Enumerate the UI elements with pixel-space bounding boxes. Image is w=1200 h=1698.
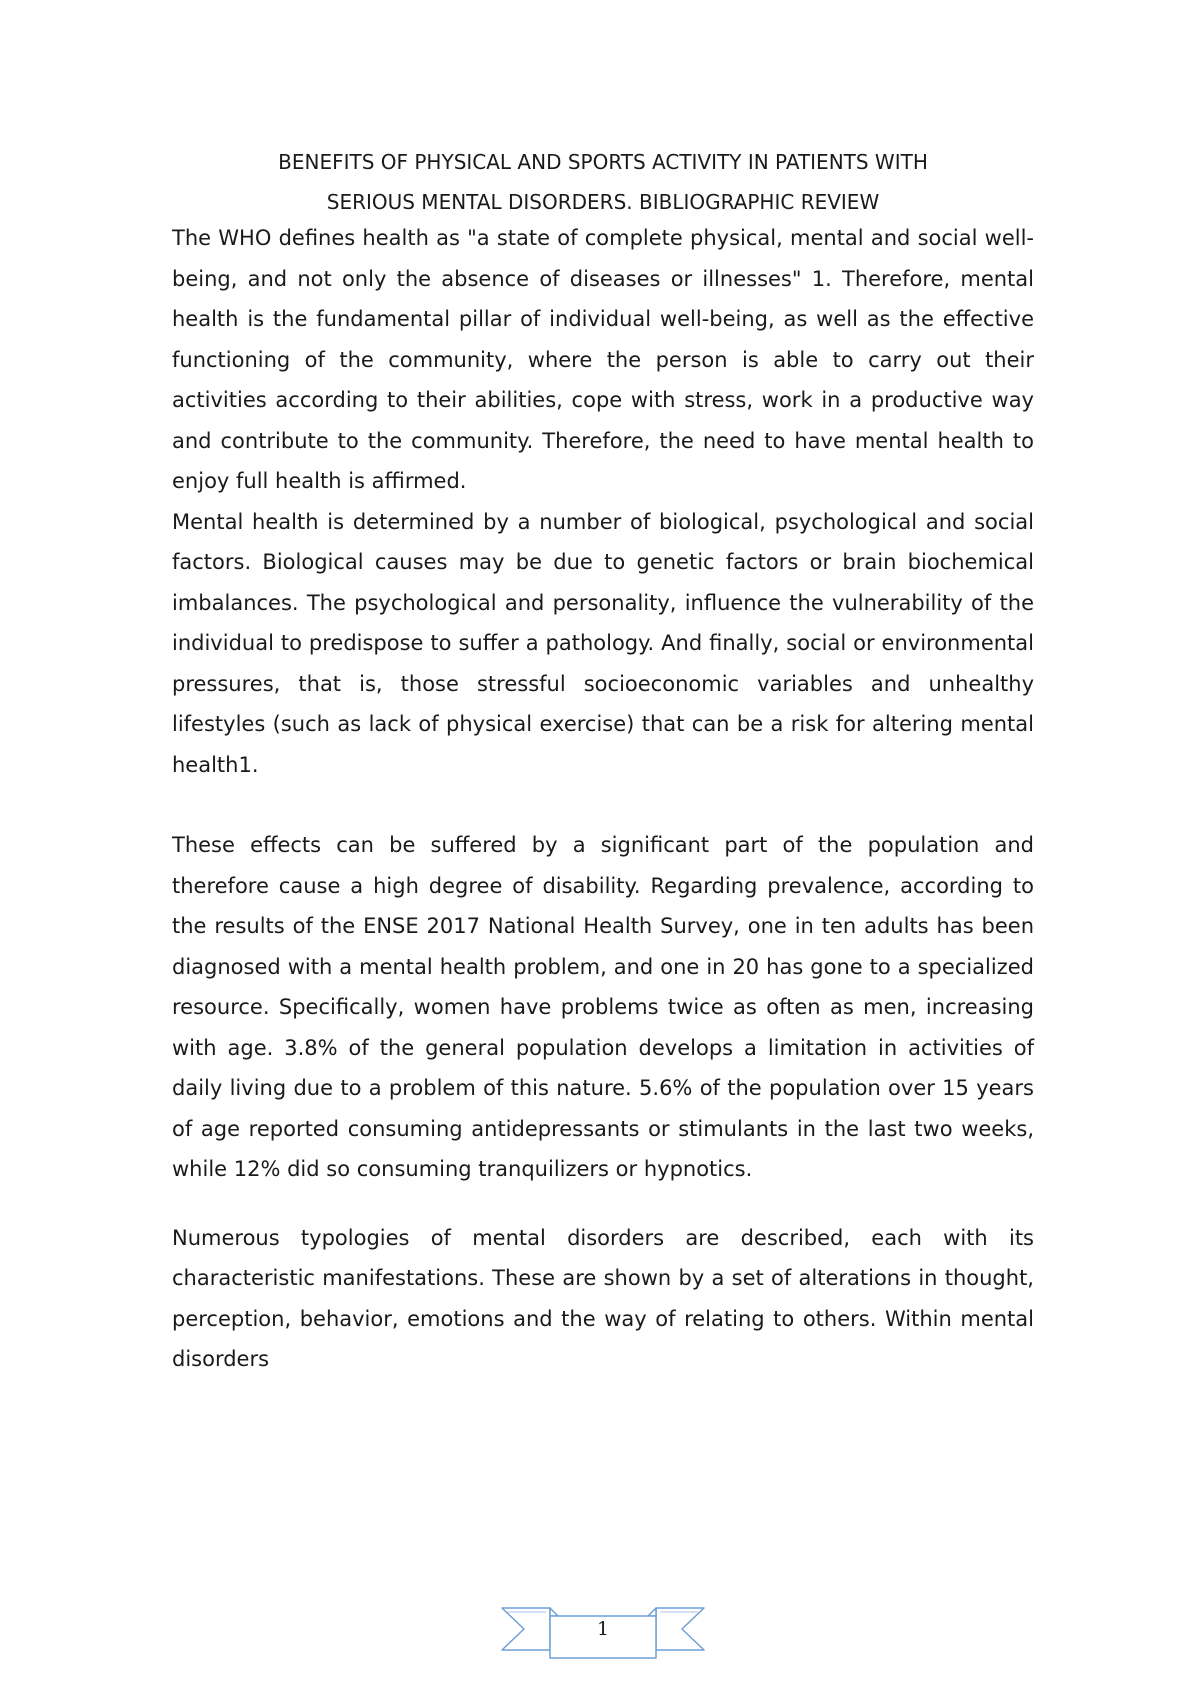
page-number: 1 [596, 1618, 610, 1640]
title-line-1: BENEFITS OF PHYSICAL AND SPORTS ACTIVITY IN PATIENTS WITH [278, 150, 928, 174]
paragraph-typologies: Numerous typologies of mental disorders are described, each with its characteristic manifestations. These are shown by a set of alterations in thought, perception, behavior, emotions and the way of relating to others. Within mental disorders [172, 1225, 1034, 1371]
document-body [172, 218, 1034, 1380]
paragraph-spacer [172, 785, 1034, 825]
paragraph-who-definition: The WHO defines health as "a state of complete physical, mental and social well-being, and not only the absence of diseases or illnesses" 1. Therefore, mental health is the fundamental pillar of individual well-being, as well as the effective functioning of the community, where the person is able to carry out their activities according to their abilities, cope with stress, work in a productive way and contribute to the community. Therefore, the need to have mental health to enjoy full health is affirmed. [172, 226, 1034, 493]
title-line-2: SERIOUS MENTAL DISORDERS. BIBLIOGRAPHIC REVIEW [326, 190, 880, 214]
paragraph-spacer [172, 1190, 1034, 1218]
paragraph-prevalence: These effects can be suffered by a significant part of the population and therefore cause a high degree of disability. Regarding prevalence, according to the results of the ENSE 2017 National Health Survey, one in ten adults has been diagnosed with a mental health problem, and one in 20 has gone to a specialized resource. Specifically, women have problems twice as often as men, increasing with age. 3.8% of the general population develops a limitation in activities of daily living due to a problem of this nature. 5.6% of the population over 15 years of age reported consuming antidepressants or stimulants in the last two weeks, while 12% did so consuming tranquilizers or hypnotics. [172, 833, 1034, 1181]
page-footer [498, 1596, 708, 1660]
document-title [172, 142, 1034, 222]
paragraph-determinants: Mental health is determined by a number of biological, psychological and social factors. Biological causes may be due to genetic factors or brain biochemical imbalances. The psychological and personality, influence the vulnerability of the individual to predispose to suffer a pathology. And finally, social or environmental pressures, that is, those stressful socioeconomic variables and unhealthy lifestyles (such as lack of physical exercise) that can be a risk for altering mental health1. [172, 509, 1034, 777]
